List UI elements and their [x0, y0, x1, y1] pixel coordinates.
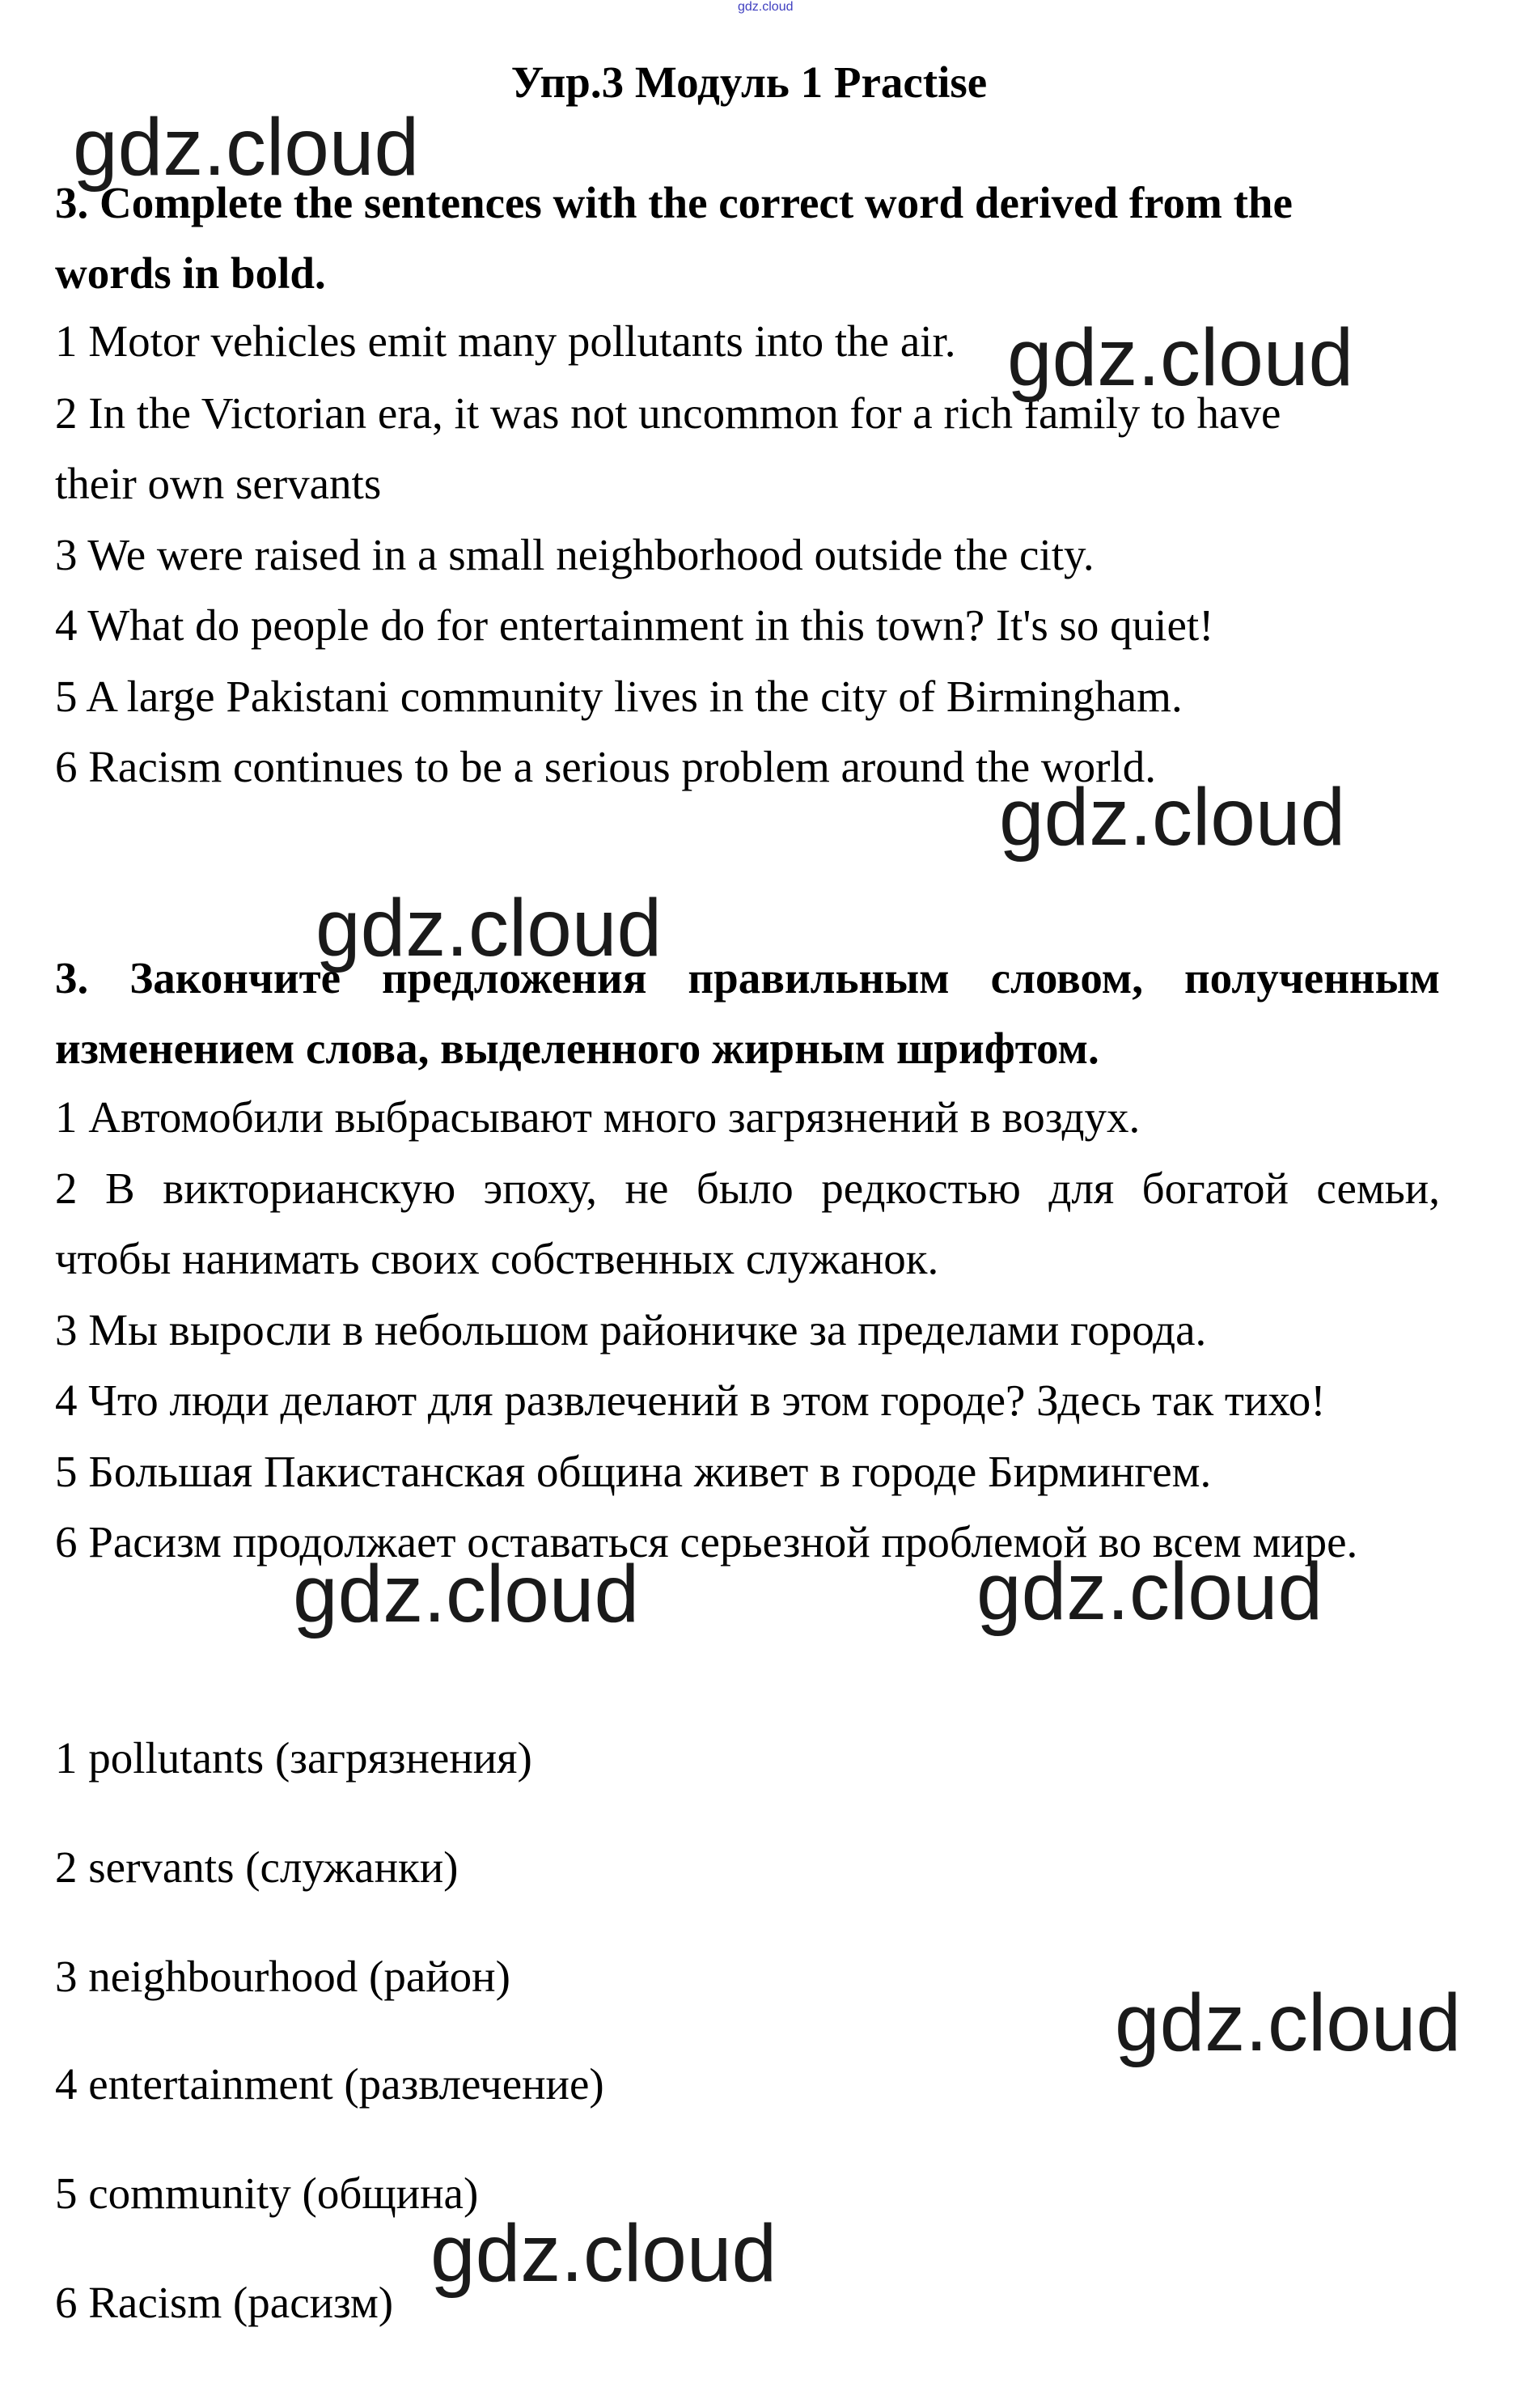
english-sentence: 3 We were raised in a small neighborhood outside the city. — [55, 530, 1095, 579]
answer-item: 6 Racism (расизм) — [55, 2278, 394, 2327]
english-sentence: 2 In the Victorian era, it was not uncommon for a rich family to have — [55, 388, 1281, 438]
answer-item: 2 servants (служанки) — [55, 1842, 459, 1892]
answer-item: 4 entertainment (развлечение) — [55, 2059, 604, 2109]
english-sentence: 6 Racism continues to be a serious problem around the world. — [55, 742, 1156, 791]
watermark: gdz.cloud — [1115, 1978, 1462, 2068]
watermark: gdz.cloud — [1007, 312, 1354, 403]
watermark-top: gdz.cloud — [738, 0, 794, 14]
english-heading-line: 3. Complete the sentences with the correct word derived from the — [55, 178, 1293, 227]
russian-sentence: 5 Большая Пакистанская община живет в городе Бирмингем. — [55, 1447, 1212, 1496]
english-sentence: their own servants — [55, 459, 382, 508]
russian-sentence: чтобы нанимать своих собственных служанок. — [55, 1234, 939, 1283]
english-heading-line: words in bold. — [55, 248, 326, 298]
russian-sentence: 2 В викторианскую эпоху, не было редкостью для богатой семьи, — [55, 1164, 1440, 1213]
answer-item: 1 pollutants (загрязнения) — [55, 1733, 532, 1783]
english-sentence: 5 A large Pakistani community lives in the city of Birmingham. — [55, 672, 1183, 721]
page-title: Упр.3 Модуль 1 Practise — [510, 57, 988, 107]
watermark: gdz.cloud — [73, 102, 420, 193]
watermark: gdz.cloud — [976, 1546, 1323, 1637]
english-sentence: 1 Motor vehicles emit many pollutants into the air. — [55, 316, 956, 366]
russian-sentence: 3 Мы выросли в небольшом районичке за пределами города. — [55, 1305, 1207, 1354]
answer-item: 5 community (община) — [55, 2168, 479, 2218]
watermark: gdz.cloud — [293, 1549, 640, 1639]
english-sentence: 4 What do people do for entertainment in this town? It's so quiet! — [55, 600, 1214, 650]
watermark: gdz.cloud — [999, 772, 1346, 863]
russian-heading-line: 3. Закончите предложения правильным словом, полученным — [55, 953, 1440, 1003]
watermark: gdz.cloud — [315, 883, 663, 973]
answer-item: 3 neighbourhood (район) — [55, 1952, 510, 2001]
russian-heading-line: изменением слова, выделенного жирным шрифтом. — [55, 1024, 1099, 1073]
watermark: gdz.cloud — [430, 2208, 777, 2299]
russian-sentence: 4 Что люди делают для развлечений в этом городе? Здесь так тихо! — [55, 1376, 1326, 1425]
russian-sentence: 1 Автомобили выбрасывают много загрязнений в воздух. — [55, 1092, 1141, 1142]
russian-sentence: 6 Расизм продолжает оставаться серьезной проблемой во всем мире. — [55, 1517, 1358, 1566]
